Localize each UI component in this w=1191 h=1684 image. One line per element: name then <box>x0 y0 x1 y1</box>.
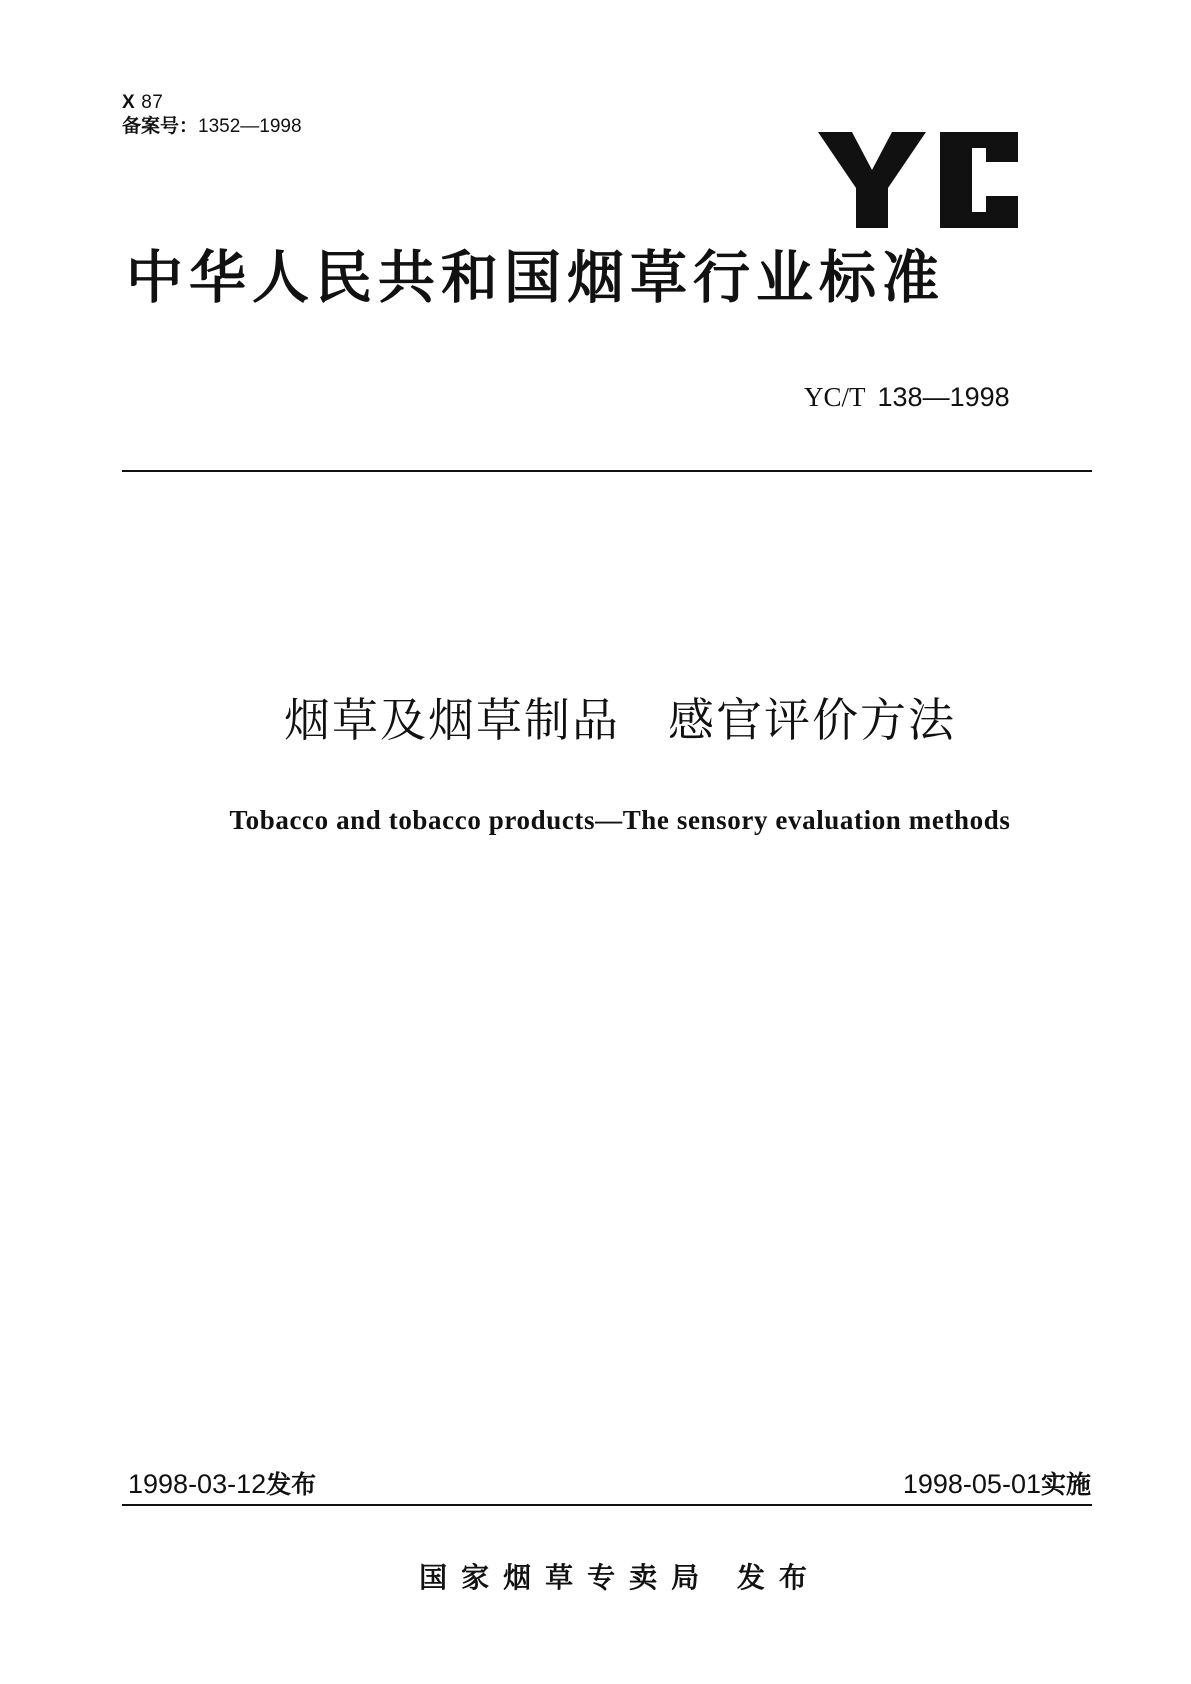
standard-category-title: 中华人民共和国烟草行业标准 <box>126 245 945 311</box>
standard-number-prefix: YC/T <box>804 382 866 412</box>
issue-date-value: 1998-03-12 <box>128 1469 267 1499</box>
issue-date <box>128 1467 316 1502</box>
effective-date <box>903 1467 1091 1502</box>
yc-logo <box>818 132 1018 228</box>
issue-date-label: 发布 <box>266 1470 317 1499</box>
footer-divider <box>122 1504 1092 1506</box>
header-divider <box>122 470 1092 472</box>
record-number-label: 备案号： <box>122 115 199 137</box>
publisher-line: 国家烟草专卖局 发布 <box>419 1561 821 1594</box>
effective-date-value: 1998-05-01 <box>902 1469 1041 1499</box>
standard-number-suffix: 138—1998 <box>877 382 1010 412</box>
classification-code <box>122 92 163 114</box>
yc-logo-letter-y <box>818 132 926 228</box>
yc-logo-letter-c <box>940 132 1018 228</box>
record-number-line <box>122 115 302 138</box>
standard-number <box>804 382 1010 413</box>
record-number: 1352—1998 <box>198 116 302 137</box>
classification-code-number: 87 <box>141 92 164 113</box>
effective-date-label: 实施 <box>1040 1470 1091 1499</box>
document-title-english: Tobacco and tobacco products—The sensory evaluation methods <box>229 805 1011 835</box>
document-title-chinese: 烟草及烟草制品 感官评价方法 <box>284 693 956 747</box>
classification-code-letter: X <box>122 92 136 113</box>
